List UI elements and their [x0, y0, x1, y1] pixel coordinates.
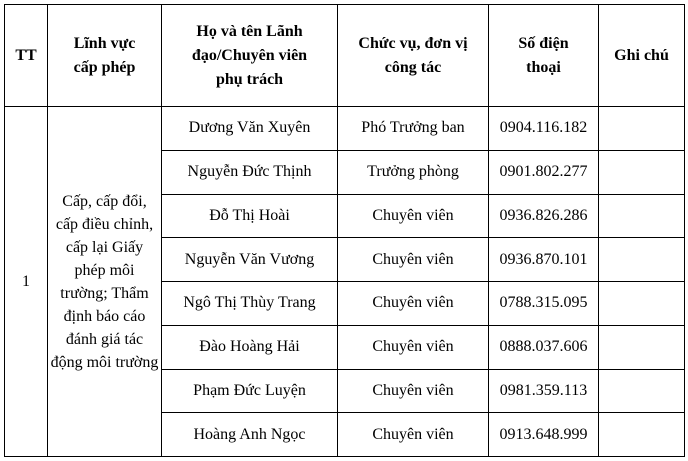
cell-position: Chuyên viên	[338, 282, 489, 326]
cell-position: Chuyên viên	[338, 413, 489, 457]
cell-note	[599, 282, 685, 326]
cell-note	[599, 150, 685, 194]
cell-phone: 0936.870.101	[489, 238, 599, 282]
cell-phone: 0901.802.277	[489, 150, 599, 194]
cell-note	[599, 369, 685, 413]
cell-phone: 0904.116.182	[489, 107, 599, 151]
header-field: Lĩnh vực cấp phép	[48, 5, 162, 107]
cell-name: Nguyễn Đức Thịnh	[162, 150, 338, 194]
group-tt: 1	[5, 107, 48, 457]
cell-note	[599, 413, 685, 457]
cell-name: Phạm Đức Luyện	[162, 369, 338, 413]
table-row	[5, 107, 685, 151]
header-position: Chức vụ, đơn vị công tác	[338, 5, 489, 107]
cell-phone: 0936.826.286	[489, 194, 599, 238]
cell-position: Chuyên viên	[338, 238, 489, 282]
header-name: Họ và tên Lãnh đạo/Chuyên viên phụ trách	[162, 5, 338, 107]
header-note: Ghi chú	[599, 5, 685, 107]
header-phone: Số điện thoại	[489, 5, 599, 107]
cell-phone: 0888.037.606	[489, 325, 599, 369]
cell-name: Hoàng Anh Ngọc	[162, 413, 338, 457]
cell-name: Đỗ Thị Hoài	[162, 194, 338, 238]
cell-name: Ngô Thị Thùy Trang	[162, 282, 338, 326]
cell-name: Dương Văn Xuyên	[162, 107, 338, 151]
cell-phone: 0788.315.095	[489, 282, 599, 326]
group-field: Cấp, cấp đổi, cấp điều chỉnh, cấp lại Giấy phép môi trường; Thẩm định báo cáo đánh giá tác động môi trường	[48, 107, 162, 457]
header-row	[5, 5, 685, 107]
cell-position: Chuyên viên	[338, 194, 489, 238]
cell-phone: 0913.648.999	[489, 413, 599, 457]
cell-position: Phó Trưởng ban	[338, 107, 489, 151]
cell-note	[599, 325, 685, 369]
cell-position: Chuyên viên	[338, 325, 489, 369]
cell-name: Nguyễn Văn Vương	[162, 238, 338, 282]
cell-position: Chuyên viên	[338, 369, 489, 413]
cell-phone: 0981.359.113	[489, 369, 599, 413]
header-tt: TT	[5, 5, 48, 107]
cell-position: Trưởng phòng	[338, 150, 489, 194]
cell-note	[599, 238, 685, 282]
contact-table	[4, 4, 685, 457]
cell-note	[599, 194, 685, 238]
cell-name: Đào Hoàng Hải	[162, 325, 338, 369]
cell-note	[599, 107, 685, 151]
